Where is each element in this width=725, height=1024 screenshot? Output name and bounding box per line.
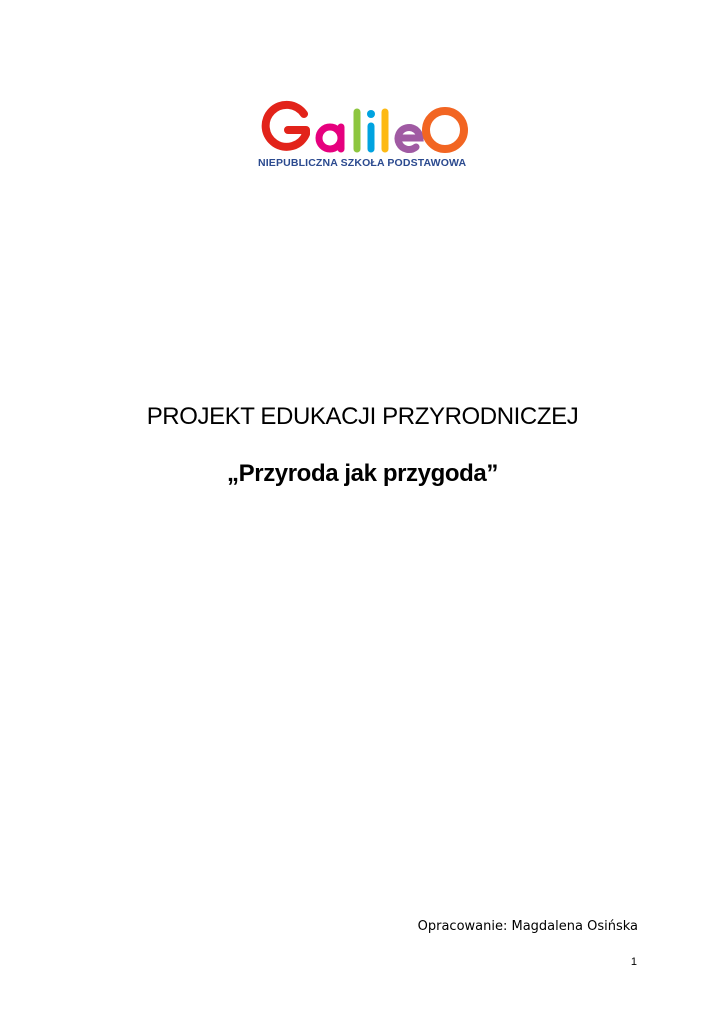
document-subtitle: „Przyroda jak przygoda” <box>227 460 498 487</box>
logo-subtitle: NIEPUBLICZNA SZKOŁA PODSTAWOWA <box>258 157 467 169</box>
author-credit: Opracowanie: Magdalena Osińska <box>417 919 638 934</box>
logo-letter-g <box>266 105 306 147</box>
school-logo <box>258 100 468 172</box>
logo-letter-o <box>426 111 464 149</box>
galileo-wordmark <box>258 100 468 156</box>
page-number: 1 <box>630 956 637 968</box>
document-title: PROJEKT EDUKACJI PRZYRODNICZEJ <box>146 403 579 430</box>
logo-letter-e <box>398 128 420 150</box>
